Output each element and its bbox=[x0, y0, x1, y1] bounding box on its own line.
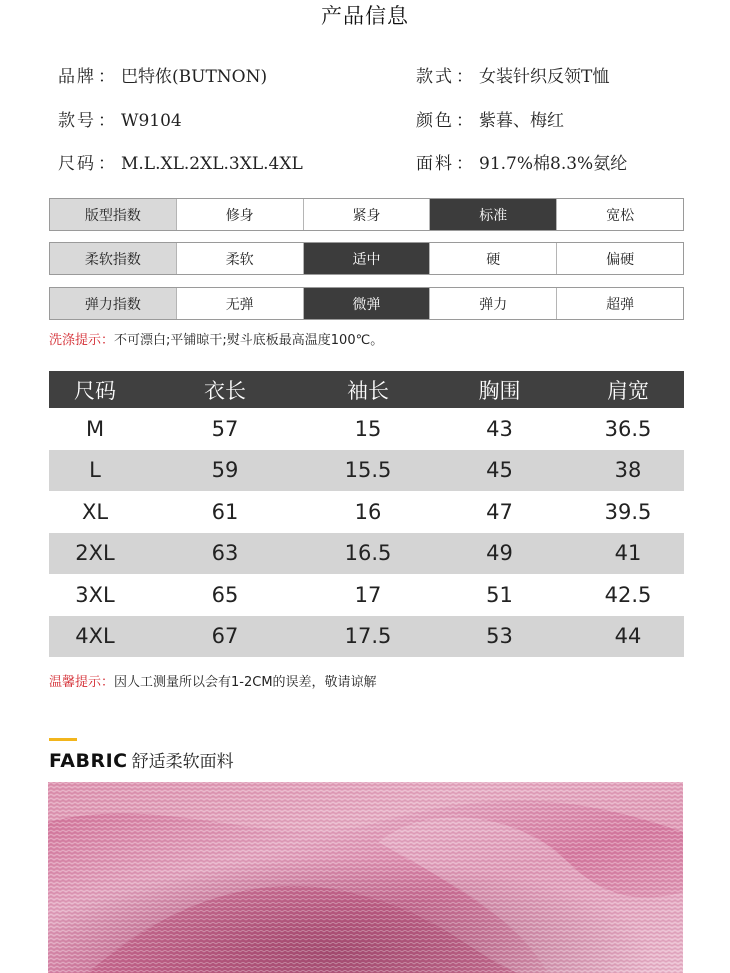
size-table bbox=[49, 371, 684, 657]
table-row bbox=[49, 616, 684, 658]
fabric-accent-bar bbox=[49, 738, 77, 741]
elasticity-index-label: 弹力指数 bbox=[50, 288, 176, 319]
size-info bbox=[58, 149, 303, 174]
fit-option: 修身 bbox=[176, 199, 303, 230]
cell-shoulder: 38 bbox=[614, 458, 642, 483]
style-value: 女装针织反领T恤 bbox=[479, 67, 610, 87]
cell-sleeve: 17 bbox=[354, 582, 382, 607]
header-shoulder: 肩宽 bbox=[607, 378, 649, 403]
cell-shoulder: 36.5 bbox=[604, 416, 652, 441]
brand-label: 品牌 bbox=[58, 67, 96, 87]
fit-option: 标准 bbox=[429, 199, 556, 230]
size-value: M.L.XL.2XL.3XL.4XL bbox=[121, 154, 303, 174]
fit-index-label: 版型指数 bbox=[50, 199, 176, 230]
brand-value: 巴特侬(BUTNON) bbox=[121, 67, 268, 87]
table-row bbox=[49, 533, 684, 575]
table-row bbox=[49, 450, 684, 492]
cell-sleeve: 16 bbox=[354, 499, 382, 524]
fabric-label: 面料 bbox=[416, 154, 454, 174]
header-length: 衣长 bbox=[204, 378, 246, 403]
softness-index-row bbox=[49, 242, 684, 275]
style-info bbox=[416, 62, 609, 87]
cell-length: 63 bbox=[211, 541, 239, 566]
table-row bbox=[49, 408, 684, 450]
cell-length: 61 bbox=[211, 499, 239, 524]
color-info bbox=[416, 106, 564, 131]
wash-tip-text: 不可漂白;平铺晾干;熨斗底板最高温度100℃。 bbox=[114, 333, 384, 348]
cell-shoulder: 41 bbox=[614, 541, 642, 566]
softness-index-label: 柔软指数 bbox=[50, 243, 176, 274]
cell-size: L bbox=[89, 458, 101, 483]
measurement-note bbox=[49, 671, 377, 690]
style-label: 款式 bbox=[416, 67, 454, 87]
colon: ： bbox=[456, 154, 473, 174]
cell-chest: 53 bbox=[486, 624, 513, 649]
colon: ： bbox=[456, 111, 473, 131]
cell-length: 67 bbox=[211, 624, 239, 649]
elasticity-option: 弹力 bbox=[429, 288, 556, 319]
cell-sleeve: 17.5 bbox=[344, 624, 392, 649]
cell-chest: 43 bbox=[486, 416, 513, 441]
note-text: 因人工测量所以会有1-2CM的误差，敬请谅解 bbox=[114, 675, 377, 690]
cell-size: 2XL bbox=[75, 541, 115, 566]
elasticity-option: 超弹 bbox=[556, 288, 683, 319]
table-row bbox=[49, 491, 684, 533]
header-chest: 胸围 bbox=[478, 378, 521, 403]
wash-tip-label: 洗涤提示： bbox=[49, 333, 115, 348]
fabric-heading-en: FABRIC bbox=[49, 750, 128, 772]
cell-length: 65 bbox=[211, 582, 239, 607]
fabric-heading bbox=[49, 747, 234, 772]
cell-shoulder: 42.5 bbox=[604, 582, 652, 607]
colon: ： bbox=[98, 67, 115, 87]
cell-shoulder: 39.5 bbox=[604, 499, 652, 524]
cell-size: XL bbox=[81, 499, 109, 524]
fabric-info bbox=[416, 149, 627, 174]
softness-option: 偏硬 bbox=[556, 243, 683, 274]
cell-sleeve: 15.5 bbox=[344, 458, 392, 483]
color-value: 紫暮、梅红 bbox=[479, 111, 564, 131]
cell-shoulder: 44 bbox=[614, 624, 642, 649]
elasticity-index-row bbox=[49, 287, 684, 320]
note-label: 温馨提示： bbox=[49, 675, 115, 690]
size-label: 尺码 bbox=[58, 154, 96, 174]
fabric-photo bbox=[48, 782, 683, 973]
softness-option: 适中 bbox=[303, 243, 430, 274]
cell-size: 3XL bbox=[75, 582, 115, 607]
fabric-heading-cn: 舒适柔软面料 bbox=[131, 752, 234, 772]
cell-chest: 45 bbox=[486, 458, 513, 483]
section-title: 产品信息 bbox=[321, 4, 409, 28]
cell-size: M bbox=[85, 416, 105, 441]
cell-chest: 47 bbox=[486, 499, 513, 524]
cell-length: 57 bbox=[211, 416, 239, 441]
elasticity-option: 无弹 bbox=[176, 288, 303, 319]
softness-option: 柔软 bbox=[176, 243, 303, 274]
fit-option: 宽松 bbox=[556, 199, 683, 230]
colon: ： bbox=[98, 154, 115, 174]
fabric-value: 91.7%棉8.3%氨纶 bbox=[479, 154, 628, 174]
brand-info bbox=[58, 62, 267, 87]
cell-size: 4XL bbox=[75, 624, 115, 649]
cell-sleeve: 15 bbox=[354, 416, 382, 441]
softness-option: 硬 bbox=[429, 243, 556, 274]
wash-tip bbox=[49, 329, 383, 348]
size-table-header bbox=[49, 371, 684, 408]
sku-label: 款号 bbox=[58, 111, 96, 131]
colon: ： bbox=[456, 67, 473, 87]
cell-length: 59 bbox=[211, 458, 239, 483]
colon: ： bbox=[98, 111, 115, 131]
elasticity-option: 微弹 bbox=[303, 288, 430, 319]
header-sleeve: 袖长 bbox=[347, 378, 389, 403]
sku-value: W9104 bbox=[121, 111, 182, 131]
color-label: 颜色 bbox=[416, 111, 454, 131]
table-row bbox=[49, 574, 684, 616]
fit-index-row bbox=[49, 198, 684, 231]
header-size: 尺码 bbox=[74, 378, 116, 403]
fit-option: 紧身 bbox=[303, 199, 430, 230]
cell-chest: 49 bbox=[486, 541, 513, 566]
cell-sleeve: 16.5 bbox=[344, 541, 392, 566]
sku-info bbox=[58, 106, 182, 131]
cell-chest: 51 bbox=[486, 582, 513, 607]
